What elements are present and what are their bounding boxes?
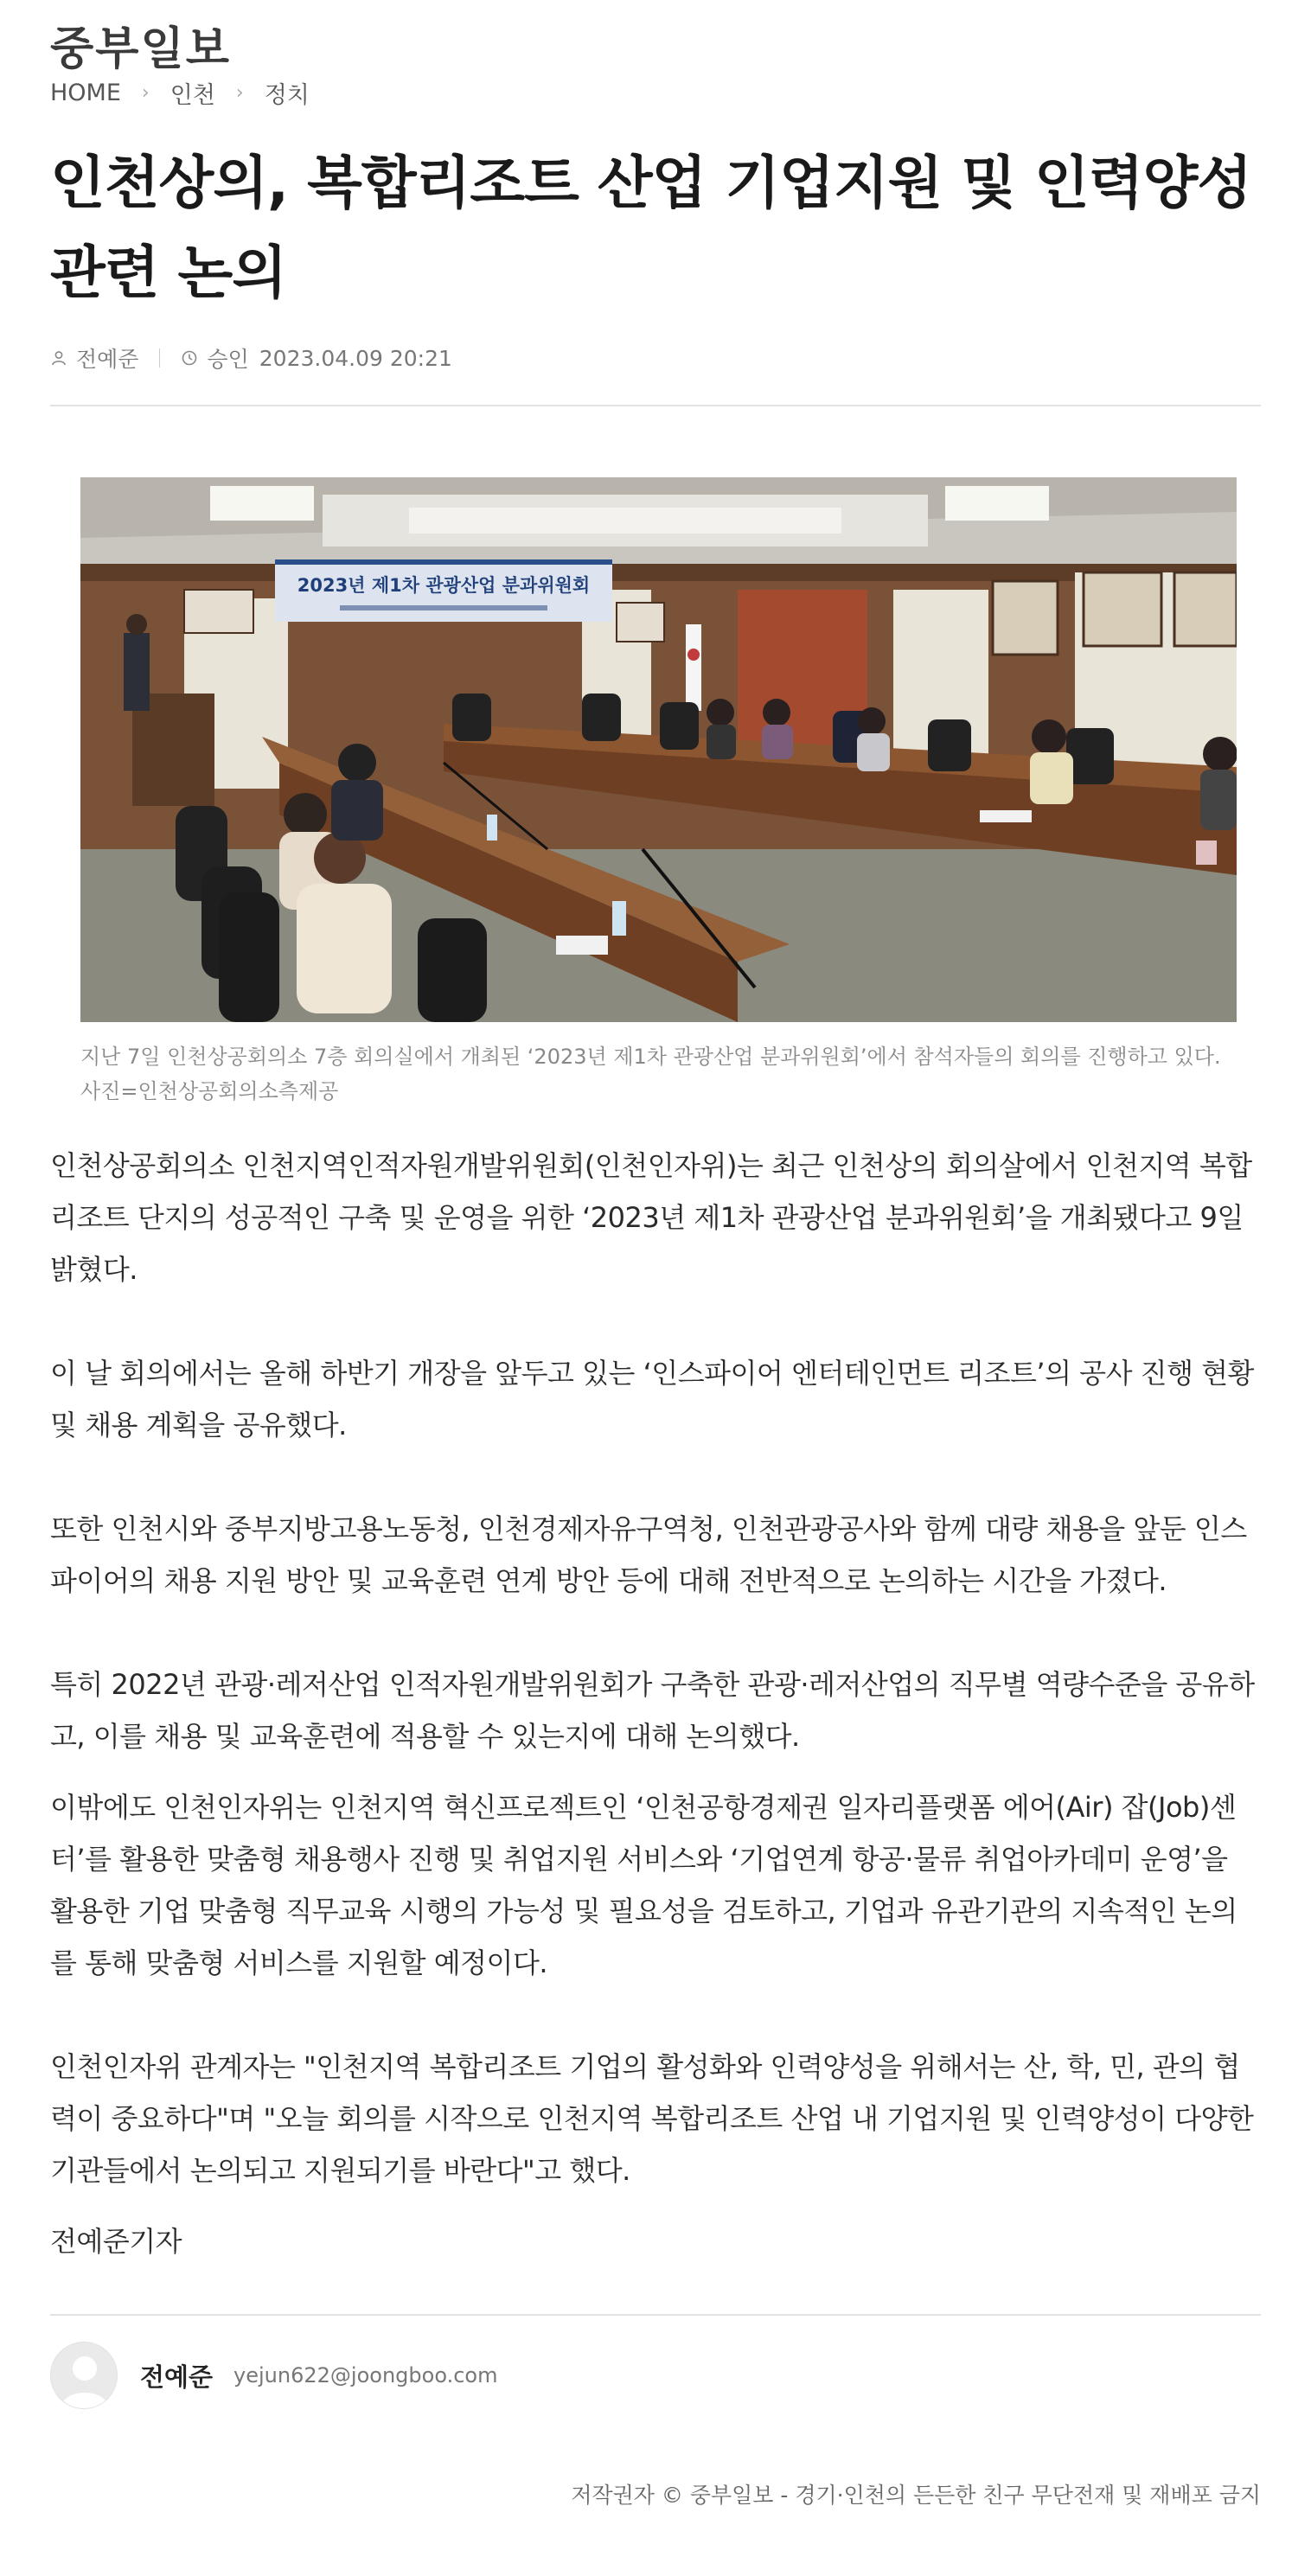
article-paragraph: 이밖에도 인천인자위는 인천지역 혁신프로젝트인 ‘인천공항경제권 일자리플랫폼 에어(Air) 잡(Job)센터’를 활용한 맞춤형 채용행사 진행 및 취업지원 서비스와 ‘기업연계 항공·물류 취업아카데미 운영’을 활용한 기업 맞춤형 직무교육 시행의 가능성 및 필요성을 검토하고, 기업과 유관기관의 지속적인 논의를 통해 맞춤형 서비스를 지원할 예정이다. xyxy=(50,1791,1237,1979)
photo-caption: 지난 7일 인천상공회의소 7층 회의실에서 개최된 ‘2023년 제1차 관광산업 분과위원회’에서 참석자들의 회의를 진행하고 있다. 사진=인천상공회의소측제공 xyxy=(80,1045,1221,1103)
approved-label: 승인 xyxy=(207,347,249,372)
reporter-signature: 전예준기자 xyxy=(50,2225,182,2258)
clock-icon xyxy=(181,349,198,367)
article-paragraph: 인천상공회의소 인천지역인적자원개발위원회(인천인자위)는 최근 인천상의 회의살에서 인천지역 복합리조트 단지의 성공적인 구축 및 운영을 위한 ‘2023년 제1차 관광산업 분과위원회’을 개최됐다고 9일 밝혔다. xyxy=(50,1149,1252,1286)
person-icon xyxy=(50,349,67,367)
article-paragraph: 특히 2022년 관광·레저산업 인적자원개발위원회가 구축한 관광·레저산업의 직무별 역량수준을 공유하고, 이를 채용 및 교육훈련에 적용할 수 있는지에 대해 논의했다. xyxy=(50,1668,1255,1753)
article-photo xyxy=(80,477,1237,1022)
chevron-right-icon: › xyxy=(141,82,150,104)
article-body xyxy=(50,1140,1261,2319)
meta-divider xyxy=(159,348,160,368)
author-box xyxy=(50,2342,497,2409)
article-paragraph: 또한 인천시와 중부지방고용노동청, 인천경제자유구역청, 인천관광공사와 함께 대량 채용을 앞둔 인스파이어의 채용 지원 방안 및 교육훈련 연계 방안 등에 대해 전반적으로 논의하는 시간을 가졌다. xyxy=(50,1512,1247,1597)
article-paragraph: 이 날 회의에서는 올해 하반기 개장을 앞두고 있는 ‘인스파이어 엔터테인먼트 리조트’의 공사 진행 현황 및 채용 계획을 공유했다. xyxy=(50,1357,1254,1441)
author-divider xyxy=(50,2314,1261,2316)
breadcrumb xyxy=(50,76,310,110)
author-email[interactable]: yejun622@joongboo.com xyxy=(233,2363,498,2387)
author-name[interactable]: 전예준 xyxy=(76,347,139,372)
breadcrumb-politics[interactable]: 정치 xyxy=(264,82,310,109)
breadcrumb-home[interactable]: HOME xyxy=(50,80,121,106)
default-avatar-icon xyxy=(51,2343,118,2409)
article-paragraph: 인천인자위 관계자는 "인천지역 복합리조트 기업의 활성화와 인력양성을 위해서는 산, 학, 민, 관의 협력이 중요하다"며 "오늘 회의를 시작으로 인천지역 복합리조트 산업 내 기업지원 및 인력양성이 다양한 기관들에서 논의되고 지원되기를 바란다"고 했다. xyxy=(50,2050,1254,2187)
header-divider xyxy=(50,405,1261,406)
author-box-name[interactable]: 전예준 xyxy=(140,2362,214,2392)
article-title: 인천상의, 복합리조트 산업 기업지원 및 인력양성 관련 논의 xyxy=(50,150,1252,306)
copyright-notice: 저작권자 © 중부일보 - 경기·인천의 든든한 친구 무단전재 및 재배포 금지 xyxy=(571,2483,1261,2508)
avatar[interactable] xyxy=(50,2342,118,2409)
breadcrumb-incheon[interactable]: 인천 xyxy=(169,82,215,109)
chevron-right-icon: › xyxy=(235,82,244,104)
article-meta xyxy=(50,342,452,374)
site-logo[interactable]: 중부일보 xyxy=(50,23,231,75)
approved-datetime: 2023.04.09 20:21 xyxy=(259,345,452,371)
photo-banner-text: 2023년 제1차 관광산업 분과위원회 xyxy=(297,575,591,596)
